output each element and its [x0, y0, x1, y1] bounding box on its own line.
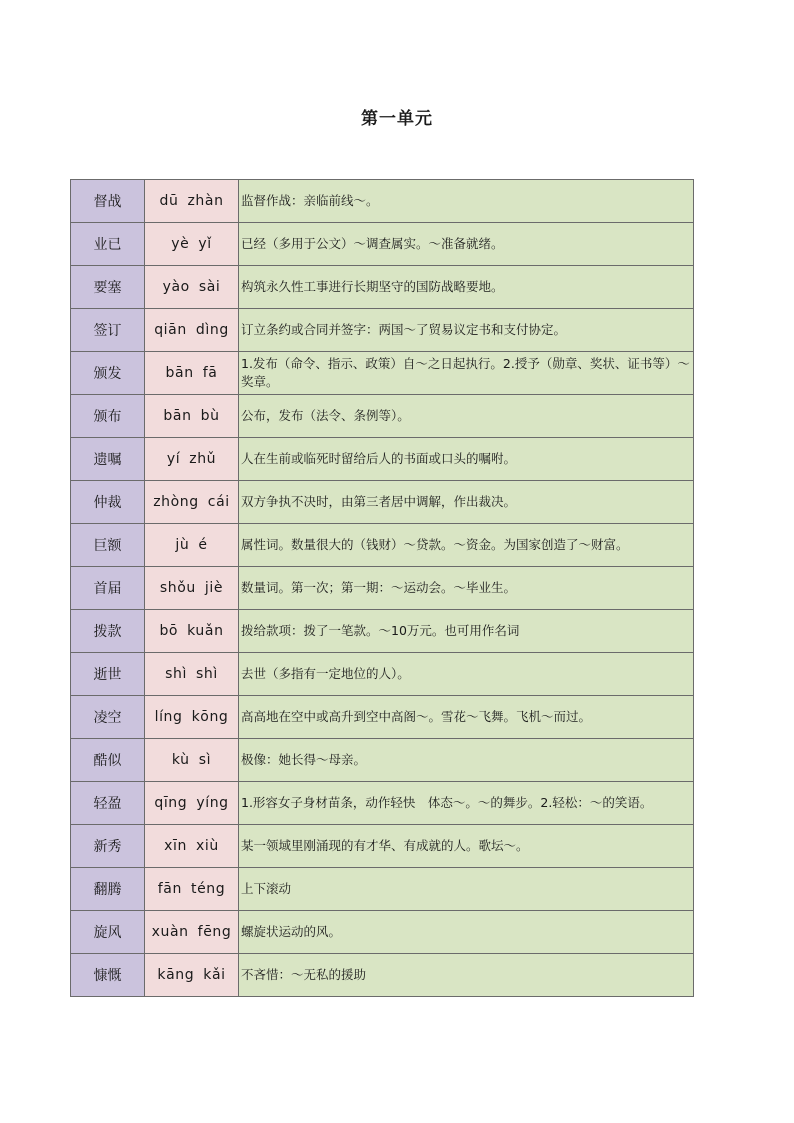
vocab-definition: 订立条约或合同并签字：两国～了贸易议定书和支付协定。	[239, 309, 694, 352]
vocab-word: 仲裁	[71, 481, 145, 524]
vocab-pinyin: bō kuǎn	[145, 610, 239, 653]
vocab-pinyin: yí zhǔ	[145, 438, 239, 481]
vocab-pinyin: líng kōng	[145, 696, 239, 739]
vocab-pinyin: shì shì	[145, 653, 239, 696]
vocab-word: 拨款	[71, 610, 145, 653]
vocab-word: 翻腾	[71, 868, 145, 911]
vocab-word: 首届	[71, 567, 145, 610]
vocab-word: 遗嘱	[71, 438, 145, 481]
vocab-definition: 人在生前或临死时留给后人的书面或口头的嘱咐。	[239, 438, 694, 481]
vocab-definition: 数量词。第一次；第一期：～运动会。～毕业生。	[239, 567, 694, 610]
vocab-pinyin: fān téng	[145, 868, 239, 911]
table-row	[71, 567, 694, 610]
page-title: 第一单元	[361, 109, 433, 129]
vocab-word: 慷慨	[71, 954, 145, 997]
vocab-word: 签订	[71, 309, 145, 352]
vocab-pinyin: xīn xiù	[145, 825, 239, 868]
vocab-pinyin: qiān dìng	[145, 309, 239, 352]
vocab-definition: 1.发布（命令、指示、政策）自～之日起执行。2.授予（勋章、奖状、证书等）～奖章。	[239, 352, 694, 395]
vocab-pinyin: zhòng cái	[145, 481, 239, 524]
table-row	[71, 352, 694, 395]
vocab-pinyin: kāng kǎi	[145, 954, 239, 997]
vocab-definition: 上下滚动	[239, 868, 694, 911]
vocab-definition: 不吝惜：～无私的援助	[239, 954, 694, 997]
vocab-definition: 双方争执不决时，由第三者居中调解，作出裁决。	[239, 481, 694, 524]
vocab-word: 酷似	[71, 739, 145, 782]
vocab-definition: 构筑永久性工事进行长期坚守的国防战略要地。	[239, 266, 694, 309]
vocab-definition: 螺旋状运动的风。	[239, 911, 694, 954]
vocab-definition: 高高地在空中或高升到空中高阁～。雪花～飞舞。飞机～而过。	[239, 696, 694, 739]
table-row	[71, 481, 694, 524]
vocabulary-table-body	[71, 180, 694, 997]
vocab-word: 轻盈	[71, 782, 145, 825]
vocab-pinyin: kù sì	[145, 739, 239, 782]
vocab-pinyin: yè yǐ	[145, 223, 239, 266]
table-row	[71, 911, 694, 954]
vocab-word: 业已	[71, 223, 145, 266]
vocab-pinyin: bān fā	[145, 352, 239, 395]
table-row	[71, 739, 694, 782]
vocab-pinyin: jù é	[145, 524, 239, 567]
vocab-definition: 某一领域里刚涌现的有才华、有成就的人。歌坛～。	[239, 825, 694, 868]
table-row	[71, 825, 694, 868]
table-row	[71, 524, 694, 567]
vocab-definition: 监督作战：亲临前线～。	[239, 180, 694, 223]
vocab-definition: 公布，发布（法令、条例等）。	[239, 395, 694, 438]
table-row	[71, 309, 694, 352]
table-row	[71, 180, 694, 223]
vocabulary-table	[70, 179, 694, 997]
table-row	[71, 653, 694, 696]
vocab-pinyin: bān bù	[145, 395, 239, 438]
vocab-definition: 1.形容女子身材苗条，动作轻快 体态～。～的舞步。2.轻松：～的笑语。	[239, 782, 694, 825]
table-row	[71, 610, 694, 653]
vocab-definition: 已经（多用于公文）～调查属实。～准备就绪。	[239, 223, 694, 266]
vocab-word: 旋风	[71, 911, 145, 954]
table-row	[71, 223, 694, 266]
vocab-word: 逝世	[71, 653, 145, 696]
vocab-word: 督战	[71, 180, 145, 223]
table-row	[71, 438, 694, 481]
vocab-pinyin: yào sài	[145, 266, 239, 309]
vocab-word: 凌空	[71, 696, 145, 739]
table-row	[71, 696, 694, 739]
vocab-word: 新秀	[71, 825, 145, 868]
vocab-definition: 拨给款项：拨了一笔款。～10万元。也可用作名词	[239, 610, 694, 653]
table-row	[71, 868, 694, 911]
table-row	[71, 782, 694, 825]
table-row	[71, 954, 694, 997]
vocab-word: 要塞	[71, 266, 145, 309]
vocab-pinyin: qīng yíng	[145, 782, 239, 825]
vocab-word: 巨额	[71, 524, 145, 567]
table-row	[71, 266, 694, 309]
vocab-pinyin: dū zhàn	[145, 180, 239, 223]
vocab-pinyin: shǒu jiè	[145, 567, 239, 610]
vocab-definition: 属性词。数量很大的（钱财）～贷款。～资金。为国家创造了～财富。	[239, 524, 694, 567]
table-row	[71, 395, 694, 438]
vocab-definition: 极像：她长得～母亲。	[239, 739, 694, 782]
vocab-pinyin: xuàn fēng	[145, 911, 239, 954]
vocab-word: 颁布	[71, 395, 145, 438]
vocab-definition: 去世（多指有一定地位的人）。	[239, 653, 694, 696]
vocab-word: 颁发	[71, 352, 145, 395]
